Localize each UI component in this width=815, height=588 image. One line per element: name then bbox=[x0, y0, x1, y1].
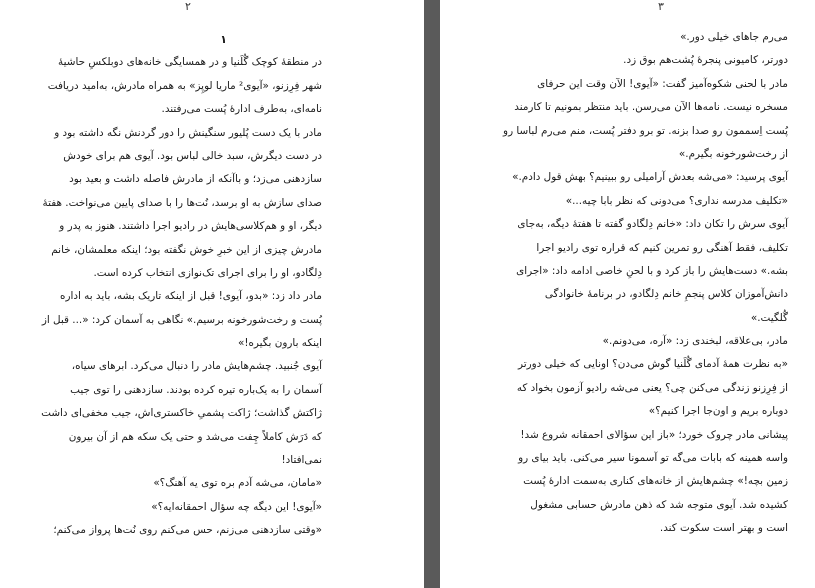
text-line: دانش‌آموزان کلاس پنجمِ خانم دِلگادو، در برنامهٔ خانوادگی bbox=[544, 288, 788, 301]
page-text bbox=[41, 28, 322, 543]
text-line: مادرش چیزی از این خبرِ خوش نگفته بود؛ اینکه معلمشان، خانم bbox=[51, 243, 322, 256]
text-line: اینکه بارون بگیره!» bbox=[237, 337, 322, 350]
text-line: تکلیف، فقط آهنگی رو تمرین کنیم که قراره توی رادیو اجرا bbox=[536, 241, 788, 254]
text-line: شهر فِرِزنو، «آیوی² ماریا لوپِز» به همراه مادرش، به‌امید دریافت bbox=[47, 79, 322, 92]
text-line: «آیوی! این دیگه چه سؤال احمقانه‌ایه؟» bbox=[151, 500, 322, 513]
text-line: مادر، بی‌علاقه، لبخندی زد: «آره، می‌دونم.» bbox=[602, 335, 788, 348]
text-line: می‌رم جاهای خیلی دور.» bbox=[680, 31, 788, 43]
text-line: مادر با لحنی شکوه‌آمیز گفت: «آیوی! الآن وقت این حرفای bbox=[537, 77, 788, 90]
text-line: کشیده شد. آیوی متوجه شد که ذهن مادرش حسابی مشغول bbox=[530, 498, 788, 511]
text-line: ژاکتش گذاشت؛ ژاکت پشمیِ خاکستری‌اش، جیب مخفی‌ای داشت bbox=[41, 407, 322, 420]
text-line: دورتر، کامیونی پنجرهٔ پُشت‌هم بوق زد. bbox=[623, 54, 788, 67]
text-line: در دست دیگرش، سبد خالی لباس بود. آیوی هم برای خودش bbox=[63, 149, 322, 162]
text-line: در منطقهٔ کوچک گُلَنیا و در همسایگی خانه‌های دوبلکسِ حاشیهٔ bbox=[58, 56, 322, 69]
text-line: پُست اِسممون رو صدا بزنه. تو برو دفتر پُست، منم می‌رم لباسا رو bbox=[503, 124, 788, 137]
text-line: نامه‌ای، به‌طرف ادارهٔ پُست می‌رفتند. bbox=[161, 103, 322, 116]
text-line: زمین بچه!» چشم‌هایش از خانه‌های کناری به‌سمت ادارهٔ پُست bbox=[523, 475, 788, 488]
right-page bbox=[440, 0, 815, 588]
text-line: «مامان، می‌شه آدم بره توی یه آهنگ؟» bbox=[153, 477, 322, 490]
text-line: نمی‌افتاد! bbox=[281, 454, 322, 467]
text-line: از رخت‌شورخونه بگیرم.» bbox=[678, 147, 788, 160]
text-line: «وقتی سازدهنی می‌زنم، حس می‌کنم روی نُت‌ها پرواز می‌کنم؛ bbox=[53, 524, 322, 537]
text-line: آیوی سرش را تکان داد: «خانم دِلگادو گفته تا هفتهٔ دیگه، به‌جای bbox=[517, 218, 788, 231]
text-line: از فِرِزنو زندگی می‌کنن چی؟ یعنی می‌شه رادیو آزمون بخواد که bbox=[516, 381, 788, 394]
book-gutter bbox=[424, 0, 440, 588]
page-number: ۲ bbox=[185, 0, 191, 13]
text-line: واسه همینه که بابات می‌گه تو آسمونا سیر می‌کنی. باید بیای رو bbox=[518, 452, 788, 465]
text-line: که دَرَش کاملاً چِفت می‌شد و حتی یک سکه هم از آن بیرون bbox=[68, 430, 322, 443]
text-line: گُلگیت.» bbox=[750, 311, 788, 324]
text-line: دوباره بریم و اون‌جا اجرا کنیم؟» bbox=[648, 405, 788, 418]
text-line: دِلگادو، او را برای اجرای تک‌نوازی انتخاب کرده است. bbox=[93, 266, 322, 279]
text-line: آیوی جُنبید. چشم‌هایش مادر را دنبال می‌کرد. ابرهای سیاه، bbox=[71, 360, 322, 373]
text-line: سازدهنی می‌زد؛ و باآنکه از مادرش فاصله داشت و بعید بود bbox=[69, 173, 322, 186]
text-line: «تکلیف مدرسه نداری؟ می‌دونی که نظر بابا چیه...» bbox=[565, 194, 788, 207]
text-line: صدای سازش به او برسد، نُت‌ها را با صدای پایین می‌نواخت. هفتهٔ bbox=[42, 196, 322, 209]
page-text bbox=[503, 26, 788, 541]
text-line: آیوی پرسید: «می‌شه بعدش آرامیلی رو ببینیم؟ بهش قول دادم.» bbox=[512, 171, 788, 184]
text-line: پُست و رخت‌شورخونه برسیم.» نگاهی به آسمان کرد: «... قبل از bbox=[41, 313, 322, 326]
text-line: دیگر، او و هم‌کلاسی‌هایش در رادیو اجرا داشتند. هنوز به پدر و bbox=[59, 220, 322, 233]
text-line: بشه.» دست‌هایش را باز کرد و با لحنِ خاصی ادامه داد: «اجرای bbox=[516, 264, 788, 277]
text-line: پیشانی مادر چروک خورد؛ «باز این سؤالای احمقانه شروع شد! bbox=[520, 428, 788, 441]
text-line: «به نظرت همهٔ آدمای گُلَنیا گوش می‌دن؟ اونایی که خیلی دورتر bbox=[517, 358, 788, 371]
text-line: آسمان را به یک‌باره تیره کرده بودند. سازدهنی را توی جیب bbox=[70, 383, 322, 396]
text-line: است و بهتر است سکوت کند. bbox=[659, 522, 788, 535]
chapter-number: ۱ bbox=[220, 33, 227, 46]
page-number: ۳ bbox=[658, 0, 664, 13]
text-line: مادر داد زد: «بدو، آیوی! قبل از اینکه تاریک بشه، باید به اداره bbox=[60, 290, 322, 303]
text-line: مادر با یک دست پُلیور سنگینش را دور گردنش نگه داشته بود و bbox=[54, 126, 322, 139]
text-line: مسخره نیست. نامه‌ها الآن می‌رسن. باید منتظر بمونیم تا کارمند bbox=[514, 101, 788, 114]
